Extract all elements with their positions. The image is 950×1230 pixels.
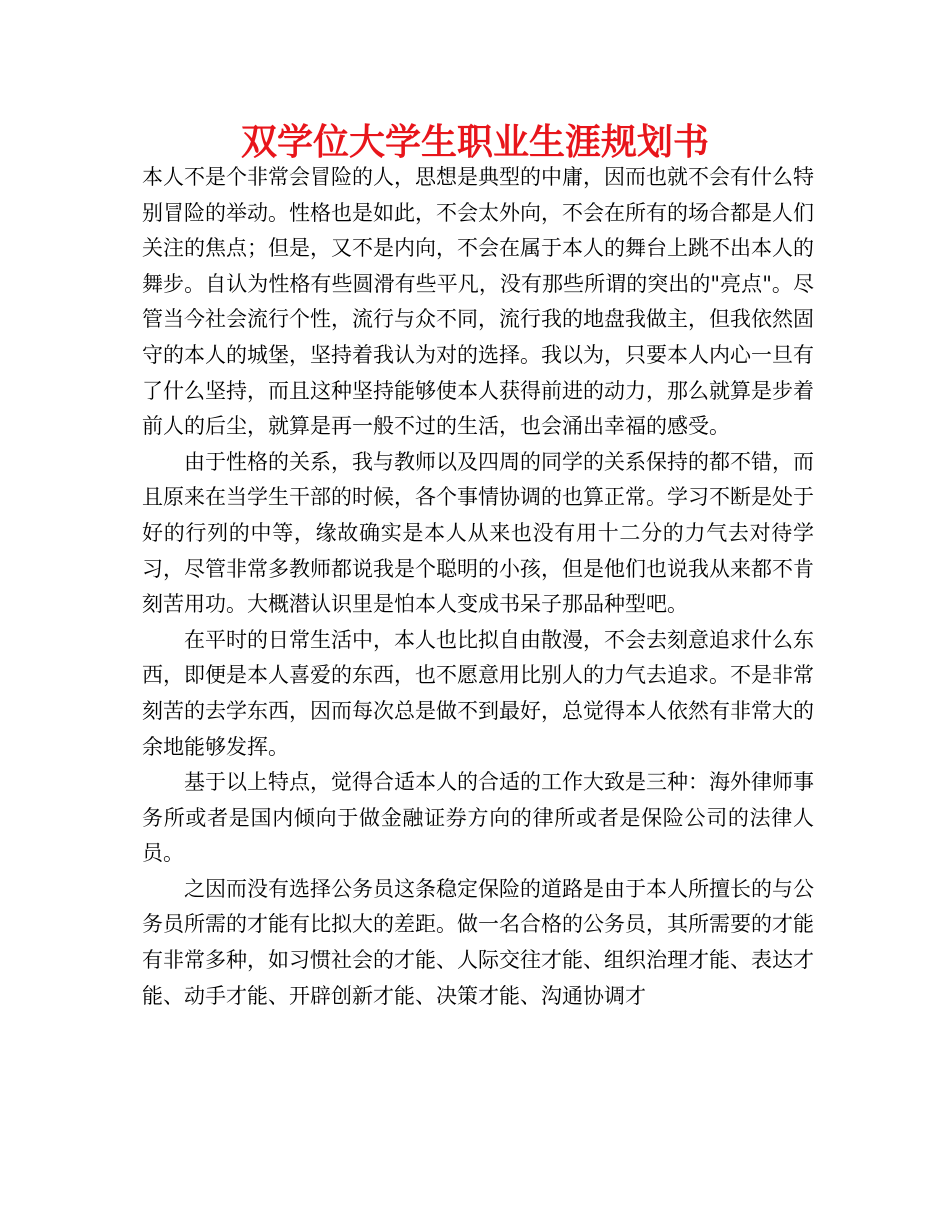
paragraph-1: 本人不是个非常会冒险的人，思想是典型的中庸，因而也就不会有什么特别冒险的举动。性格也是如此，不会太外向，不会在所有的场合都是人们关注的焦点；但是，又不是内向，不会在属于本人的舞台上跳不出本人的舞步。自认为性格有些圆滑有些平凡，没有那些所谓的突出的"亮点"。尽管当今社会流行个性，流行与众不同，流行我的地盘我做主，但我依然固守的本人的城堡，坚持着我认为对的选择。我以为，只要本人内心一旦有了什么坚持，而且这种坚持能够使本人获得前进的动力，那么就算是步着前人的后尘，就算是再一般不过的生活，也会涌出幸福的感受。	[142, 165, 814, 439]
paragraph-3: 在平时的日常生活中，本人也比拟自由散漫，不会去刻意追求什么东西，即便是本人喜爱的东西，也不愿意用比别人的力气去追求。不是非常刻苦的去学东西，因而每次总是做不到最好，总觉得本人依然有非常大的余地能够发挥。	[142, 627, 814, 759]
document-title: 双学位大学生职业生涯规划书	[240, 122, 709, 163]
paragraph-5: 之因而没有选择公务员这条稳定保险的道路是由于本人所擅长的与公务员所需的才能有比拟大的差距。做一名合格的公务员，其所需要的才能有非常多种，如习惯社会的才能、人际交往才能、组织治理才能、表达才能、动手才能、开辟创新才能、决策才能、沟通协调才	[142, 876, 814, 1008]
document-body	[142, 160, 814, 1014]
paragraph-4: 基于以上特点，觉得合适本人的合适的工作大致是三种：海外律师事务所或者是国内倾向于做金融证券方向的律所或者是保险公司的法律人员。	[142, 770, 814, 866]
paragraph-2: 由于性格的关系，我与教师以及四周的同学的关系保持的都不错，而且原来在当学生干部的时候，各个事情协调的也算正常。学习不断是处于好的行列的中等，缘故确实是本人从来也没有用十二分的力气去对待学习，尽管非常多教师都说我是个聪明的小孩，但是他们也说我从来都不肯刻苦用功。大概潜认识里是怕本人变成书呆子那品种型吧。	[142, 449, 814, 617]
